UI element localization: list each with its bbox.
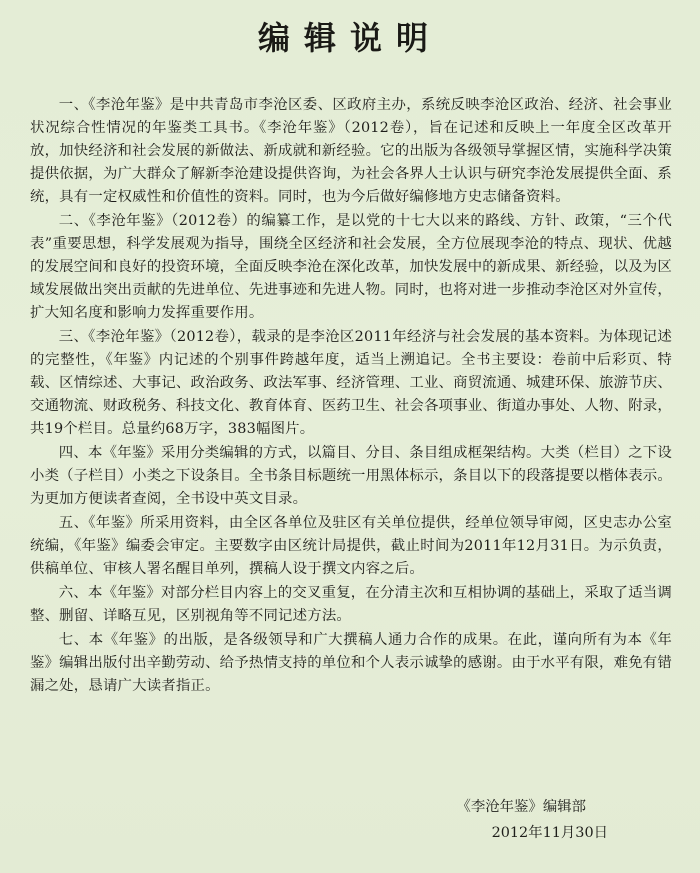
paragraph-2: 二、《李沧年鉴》（2012卷）的编纂工作，是以党的十七大以来的路线、方针、政策，“三个代表”重要思想，科学发展观为指导，围绕全区经济和社会发展，全方位展现李沧的特点、现状、优越的发展空间和良好的投资环境，全面反映李沧在深化改革，加快发展中的新成果、新经验，以及为区域发展做出突出贡献的先进单位、先进事迹和先进人物。同时，也将对进一步推动李沧区对外宣传，扩大知名度和影响力发挥重要作用。: [30, 213, 672, 321]
paragraph-1: 一、《李沧年鉴》是中共青岛市李沧区委、区政府主办，系统反映李沧区政治、经济、社会事业状况综合性情况的年鉴类工具书。《李沧年鉴》（2012卷），旨在记述和反映上一年度全区改革开放，加快经济和社会发展的新做法、新成就和新经验。它的出版为各级领导掌握区情，实施科学决策提供依据，为广大群众了解新李沧建设提供咨询，为社会各界人士认识与研究李沧发展提供全面、系统，具有一定权威性和价值性的资料。同时，也为今后做好编修地方史志储备资料。: [30, 97, 672, 205]
paragraph-7: 七、本《年鉴》的出版，是各级领导和广大撰稿人通力合作的成果。在此，谨向所有为本《年鉴》编辑出版付出辛勤劳动、给予热情支持的单位和个人表示诚挚的感谢。由于水平有限，难免有错漏之处，恳请广大读者指正。: [30, 632, 672, 694]
signature-date: 2012年11月30日: [491, 825, 608, 841]
paragraph-4: 四、本《年鉴》采用分类编辑的方式，以篇目、分目、条目组成框架结构。大类（栏目）之下设小类（子栏目）小类之下设条目。全书条目标题统一用黑体标示，条目以下的段落提要以楷体表示。为更加方便读者查阅，全书设中英文目录。: [30, 445, 672, 507]
signature-org: 《李沧年鉴》编辑部: [456, 799, 586, 815]
page-title: 编辑说明: [257, 19, 442, 57]
paragraph-5: 五、《年鉴》所采用资料，由全区各单位及驻区有关单位提供，经单位领导审阅，区史志办公室统编，《年鉴》编委会审定。主要数字由区统计局提供，截止时间为2011年12月31日。为示负责，供稿单位、审核人署名醒目单列，撰稿人设于撰文内容之后。: [30, 515, 672, 577]
signature-block: [456, 794, 608, 846]
paragraph-6: 六、本《年鉴》对部分栏目内容上的交叉重复，在分清主次和互相协调的基础上，采取了适当调整、删留、详略互见，区别视角等不同记述方法。: [30, 585, 672, 624]
document-body: [30, 94, 672, 699]
paragraph-3: 三、《李沧年鉴》（2012卷），载录的是李沧区2011年经济与社会发展的基本资料。为体现记述的完整性，《年鉴》内记述的个别事件跨越年度，适当上溯追记。全书主要设：卷前中后彩页、特载、区情综述、大事记、政治政务、政法军事、经济管理、工业、商贸流通、城建环保、旅游节庆、交通物流、财政税务、科技文化、教育体育、医药卫生、社会各项事业、街道办事处、人物、附录，共19个栏目。总量约68万字，383幅图片。: [30, 329, 672, 437]
